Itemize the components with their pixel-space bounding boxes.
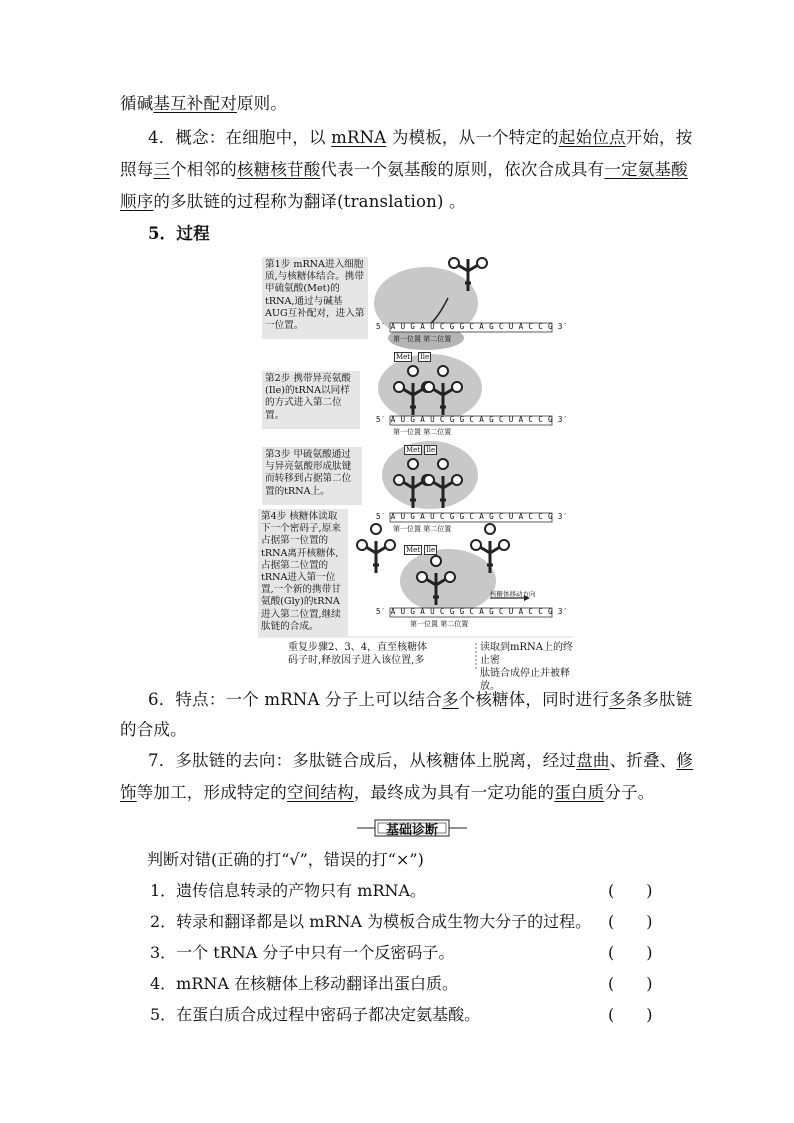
text: 原则。 [236, 94, 288, 113]
question-2: 2．转录和翻译都是以 mRNA 为模板合成生物大分子的过程。 [150, 912, 592, 931]
five-prime-label: 5′ [376, 607, 386, 616]
five-prime-label: 5′ [376, 415, 386, 424]
step-4-box: 第4步 核糖体读取下一个密码子,原来占据第一位置的tRNA离开核糖体,占据第二位置的tRNA进入第一位置,一个新的携带甘氨酸(Gly)的tRNA进入第二位置,继续肽链的合成。 [258, 509, 348, 637]
underlined-term: 起始位点 [558, 128, 626, 147]
question-3: 3．一个 tRNA 分子中只有一个反密码子。 [150, 943, 455, 962]
text: 开始，按 [625, 128, 693, 147]
concept-line-3 [120, 186, 676, 218]
destination-line-2 [120, 777, 676, 809]
text: 7．多肽链的去向：多肽链合成后，从核糖体上脱离，经过 [148, 751, 577, 770]
question-4: 4．mRNA 在核糖体上移动翻译出蛋白质。 [150, 974, 459, 993]
underlined-term: 多 [608, 690, 626, 709]
footnote-line: 读取到mRNA上的终止密 [480, 642, 573, 666]
text: 4．概念：在细胞中，以 [148, 128, 332, 147]
answer-blank-5[interactable]: ( ) [608, 1005, 653, 1024]
text: 条多肽链 [625, 690, 693, 709]
step-3-box: 第3步 甲硫氨酸通过与异亮氨酸形成肽键而转移到占据第二位置的tRNA上。 [262, 447, 362, 505]
underlined-term: 多 [441, 690, 459, 709]
top-line [120, 88, 676, 120]
step-2-box: 第2步 携带异亮氨酸(Ile)的tRNA以同样的方式进入第二位置。 [262, 371, 360, 429]
ile-label: Ile [420, 353, 430, 361]
text: 6．特点：一个 mRNA 分子上可以结合 [148, 690, 442, 709]
three-prime-label: 3′ [557, 512, 568, 521]
underlined-term: 修 [676, 751, 694, 770]
mrna-sequence [376, 512, 568, 521]
section-banner [357, 818, 467, 838]
underlined-term: 核糖核苷酸 [236, 160, 321, 179]
direction-label: 核糖体移动方向 [490, 590, 536, 598]
answer-blank-3[interactable]: ( ) [608, 943, 653, 962]
position-label: 第一位置 第二位置 [393, 525, 452, 533]
text: 个相邻的 [170, 160, 237, 179]
text: 照每 [120, 160, 154, 179]
judge-title: 判断对错(正确的打“√”，错误的打“×”) [147, 850, 424, 869]
three-prime-label: 3′ [557, 607, 568, 616]
question-5: 5．在蛋白质合成过程中密码子都决定氨基酸。 [150, 1005, 481, 1024]
underlined-term: 顺序 [120, 192, 154, 211]
features-line-1 [148, 684, 704, 716]
ile-label: Ile [426, 446, 436, 454]
answer-blank-2[interactable]: ( ) [608, 912, 653, 931]
features-line-2: 的合成。 [120, 720, 187, 739]
concept-line-2 [120, 154, 688, 186]
translation-figure [258, 253, 574, 692]
met-label: Met [406, 446, 421, 454]
sequence-text: A U G A U C G G C A G C U A C C G [390, 512, 553, 521]
text: 个核糖体，同时进行 [458, 690, 609, 709]
sequence-text: A U G A U C G G C A G C U A C C G [390, 322, 553, 331]
text: 、折叠、 [609, 751, 677, 770]
step-1-box: 第1步 mRNA进入细胞质,与核糖体结合。携带甲硫氨酸(Met)的tRNA,通过与碱基AUG互补配对，进入第一位置。 [262, 257, 368, 339]
answer-blank-1[interactable]: ( ) [608, 881, 653, 900]
five-prime-label: 5′ [376, 322, 386, 331]
text: 为模板，从一个特定的 [386, 128, 559, 147]
position-label: 第一位置 第二位置 [393, 428, 452, 436]
footnote-left [288, 641, 472, 667]
answer-blank-4[interactable]: ( ) [608, 974, 653, 993]
text: 代表一个氨基酸的原则，依次合成具有 [320, 160, 605, 179]
five-prime-label: 5′ [376, 512, 386, 521]
underlined-term: 基互补配对 [153, 94, 237, 113]
question-1: 1．遗传信息转录的产物只有 mRNA。 [150, 881, 427, 900]
destination-line-1 [148, 745, 704, 777]
text: 等加工，形成特定的 [136, 783, 288, 802]
concept-line-1 [148, 122, 704, 154]
text: 循碱 [120, 94, 154, 113]
three-prime-label: 3′ [557, 322, 568, 331]
underlined-term: 空间结构 [287, 783, 354, 802]
underlined-term: 三 [153, 160, 171, 179]
underlined-term: 饰 [120, 783, 137, 802]
three-prime-label: 3′ [557, 415, 568, 424]
underlined-term: mRNA [331, 128, 387, 147]
footnote-line: 重复步骤2、3、4，直至核糖体 [288, 642, 428, 653]
text: ，最终成为具有一定功能的 [353, 783, 555, 802]
mrna-sequence [376, 322, 568, 331]
underlined-term: 蛋白质 [554, 783, 605, 802]
met-label: Met [396, 353, 411, 361]
section-title: 基础诊断 [385, 823, 438, 838]
footnote-line: 肽链合成停止并被释放。 [480, 668, 570, 692]
met-label: Met [406, 546, 421, 554]
mrna-sequence [376, 415, 568, 424]
underlined-term: 一定氨基酸 [604, 160, 688, 179]
position-label: 第一位置 第二位置 [410, 620, 469, 628]
position-label: 第一位置 第二位置 [393, 335, 452, 343]
underlined-term: 盘曲 [576, 751, 610, 770]
mrna-sequence [376, 607, 568, 616]
sequence-text: A U G A U C G G C A G C U A C C G [390, 607, 553, 616]
process-heading: 5．过程 [148, 224, 210, 243]
ile-label: Ile [426, 546, 436, 554]
footnote-line: 码子时,释放因子进入该位置,多 [288, 655, 425, 666]
sequence-text: A U G A U C G G C A G C U A C C G [390, 415, 553, 424]
text: 的多肽链的过程称为翻译(translation) 。 [153, 192, 466, 211]
text: 分子。 [604, 783, 655, 802]
